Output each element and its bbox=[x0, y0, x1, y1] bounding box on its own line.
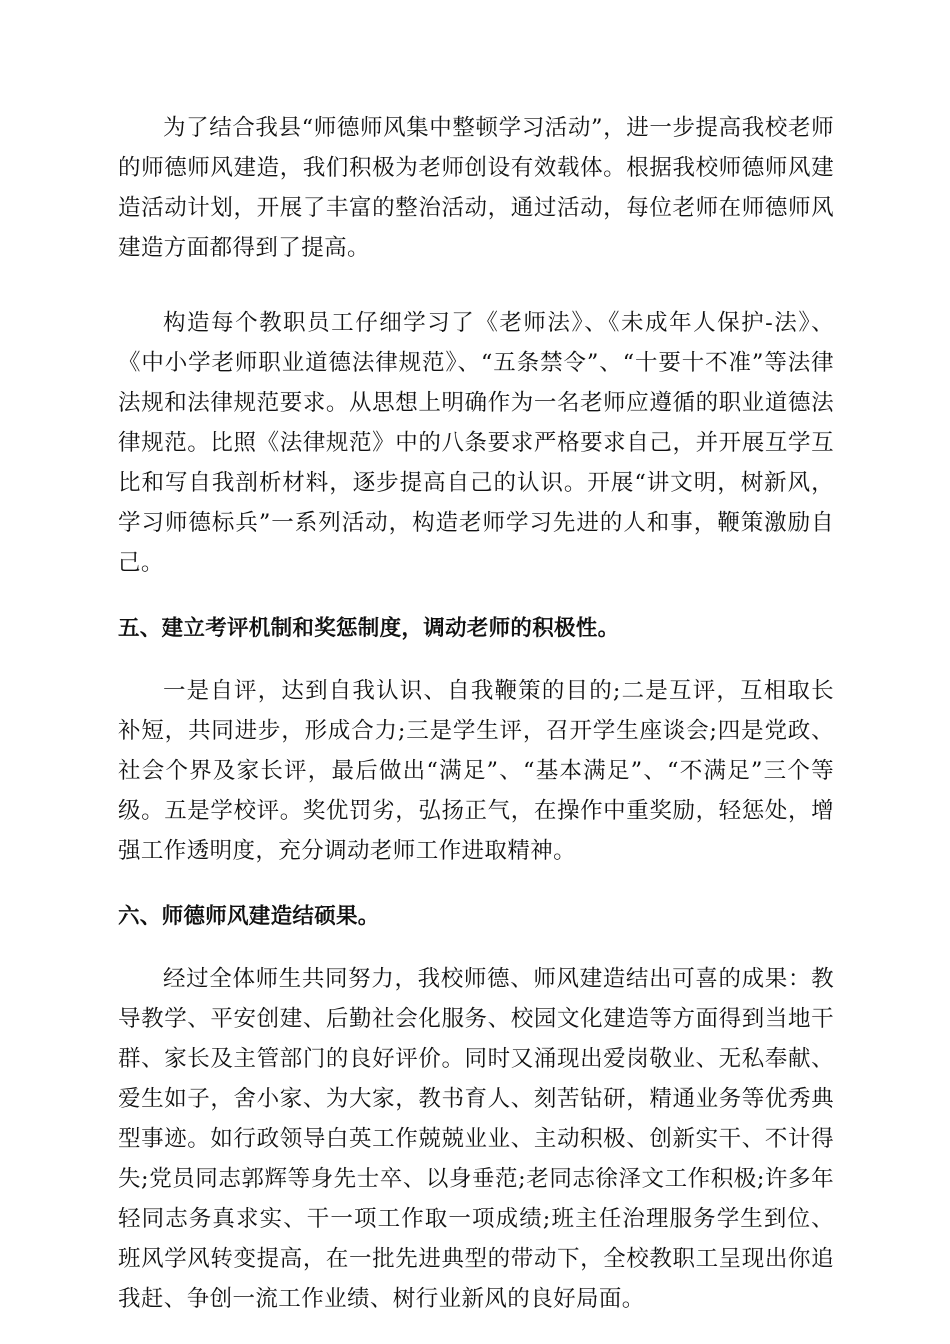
paragraph-study: 构造每个教职员工仔细学习了《老师法》、《未成年人保护-法》、《中小学老师职业道德法律规范》、“五条禁令”、“十要十不准”等法律法规和法律规范要求。从思想上明确作为一名老师应遵循的职业道德法律规范。比照《法律规范》中的八条要求严格要求自己，并开展互学互比和写自我剖析材料，逐步提高自己的认识。开展“讲文明，树新风，学习师德标兵”一系列活动，构造老师学习先进的人和事，鞭策激励自己。 bbox=[118, 310, 834, 576]
paragraph-intro: 为了结合我县“师德师风集中整顿学习活动”，进一步提高我校老师的师德师风建造，我们积极为老师创设有效载体。根据我校师德师风建造活动计划，开展了丰富的整治活动，通过活动，每位老师在师德师风建造方面都得到了提高。 bbox=[118, 115, 834, 261]
section-heading-5: 五、建立考评机制和奖惩制度，调动老师的积极性。 bbox=[118, 616, 620, 641]
paragraph-results: 经过全体师生共同努力，我校师德、师风建造结出可喜的成果：教导教学、平安创建、后勤社会化服务、校园文化建造等方面得到当地干群、家长及主管部门的良好评价。同时又涌现出爱岗敬业、无私奉献、爱生如子，舍小家、为大家，教书育人、刻苦钻研，精通业务等优秀典型事迹。如行政领导白英工作兢兢业业、主动积极、创新实干、不计得失;党员同志郭辉等身先士卒、以身垂范;老同志徐泽文工作积极;许多年轻同志务真求实、干一项工作取一项成绩;班主任治理服务学生到位、班风学风转变提高，在一批先进典型的带动下，全校教职工呈现出你追我赶、争创一流工作业绩、树行业新风的良好局面。 bbox=[118, 966, 834, 1312]
document-page bbox=[118, 108, 834, 1319]
paragraph-evaluation: 一是自评，达到自我认识、自我鞭策的目的;二是互评，互相取长补短，共同进步，形成合力;三是学生评，召开学生座谈会;四是党政、社会个界及家长评，最后做出“满足”、“基本满足”、“不满足”三个等级。五是学校评。奖优罚劣，弘扬正气，在操作中重奖励，轻惩处，增强工作透明度，充分调动老师工作进取精神。 bbox=[118, 678, 834, 864]
section-heading-6: 六、师德师风建造结硕果。 bbox=[118, 904, 380, 929]
